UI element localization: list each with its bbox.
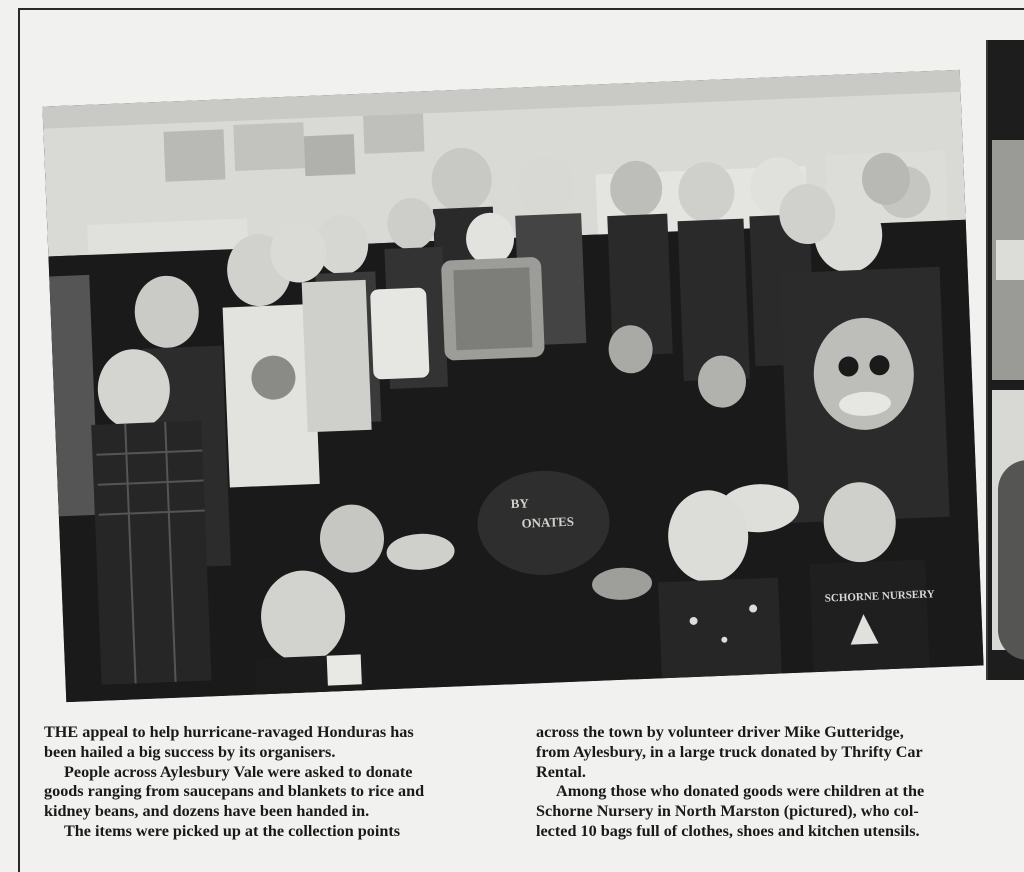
article-line: from Aylesbury, in a large truck donated by Thrifty Car xyxy=(536,742,923,761)
side-photo-box xyxy=(996,240,1024,280)
bag-print-text-2: ONATES xyxy=(521,513,575,531)
article-line: been hailed a big success by its organisers. xyxy=(44,742,336,761)
left-rule xyxy=(18,8,20,872)
article-line: Schorne Nursery in North Marston (pictured), who col- xyxy=(536,802,919,821)
article-column-right xyxy=(536,723,1006,842)
article-line: THE appeal to help hurricane-ravaged Honduras has xyxy=(44,723,414,741)
article-line: People across Aylesbury Vale were asked to donate xyxy=(64,762,413,781)
article-line: kidney beans, and dozens have been handed in. xyxy=(44,802,370,821)
bag-print-text-1: BY xyxy=(510,495,530,512)
top-rule xyxy=(18,8,1024,10)
photo-illustration xyxy=(42,70,983,702)
article-line: lected 10 bags full of clothes, shoes and kitchen utensils. xyxy=(536,821,920,840)
article-line: The items were picked up at the collection points xyxy=(64,821,401,840)
article-column-left xyxy=(44,723,514,842)
article-line: Among those who donated goods were children at the xyxy=(556,782,925,801)
nursery-children-photo xyxy=(42,70,983,702)
nursery-logo-text: SCHORNE NURSERY xyxy=(824,588,935,605)
article-line: Rental. xyxy=(536,762,586,781)
side-photo-figure xyxy=(998,460,1024,660)
adjacent-article-photo xyxy=(986,40,1024,680)
article-line: goods ranging from saucepans and blankets to rice and xyxy=(44,782,425,801)
article-line: across the town by volunteer driver Mike Gutteridge, xyxy=(536,723,904,741)
